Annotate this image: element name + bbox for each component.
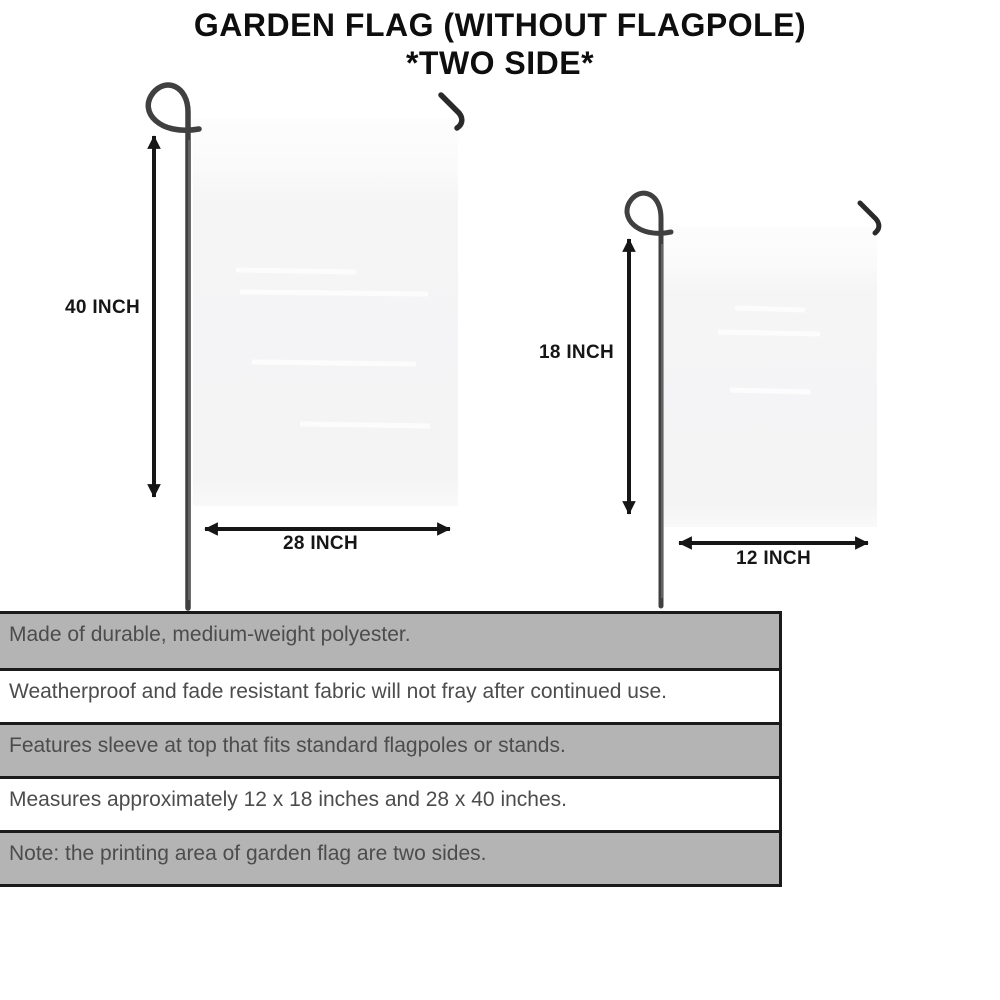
large-flag-height-label: 40 INCH — [65, 297, 140, 318]
small-flag-width-label: 12 INCH — [736, 548, 811, 569]
features-table — [0, 611, 782, 887]
feature-row-sleeve: Features sleeve at top that fits standard flagpoles or stands. — [0, 722, 779, 776]
small-flag-height-label: 18 INCH — [539, 342, 614, 363]
title-line-2: *TWO SIDE* — [405, 45, 595, 81]
small-flag-diagram — [627, 193, 879, 606]
large-flag-diagram — [148, 85, 462, 608]
small-flag-panel — [664, 226, 877, 527]
page-title — [0, 6, 1000, 82]
feature-row-note: Note: the printing area of garden flag are two sides. — [0, 830, 779, 884]
feature-row-measurements: Measures approximately 12 x 18 inches and 28 x 40 inches. — [0, 776, 779, 830]
title-line-1: GARDEN FLAG (WITHOUT FLAGPOLE) — [193, 7, 807, 43]
feature-row-weatherproof: Weatherproof and fade resistant fabric will not fray after continued use. — [0, 668, 779, 722]
large-flag-panel — [193, 118, 458, 506]
large-flag-width-label: 28 INCH — [283, 533, 358, 554]
feature-row-material: Made of durable, medium-weight polyester. — [0, 614, 779, 668]
